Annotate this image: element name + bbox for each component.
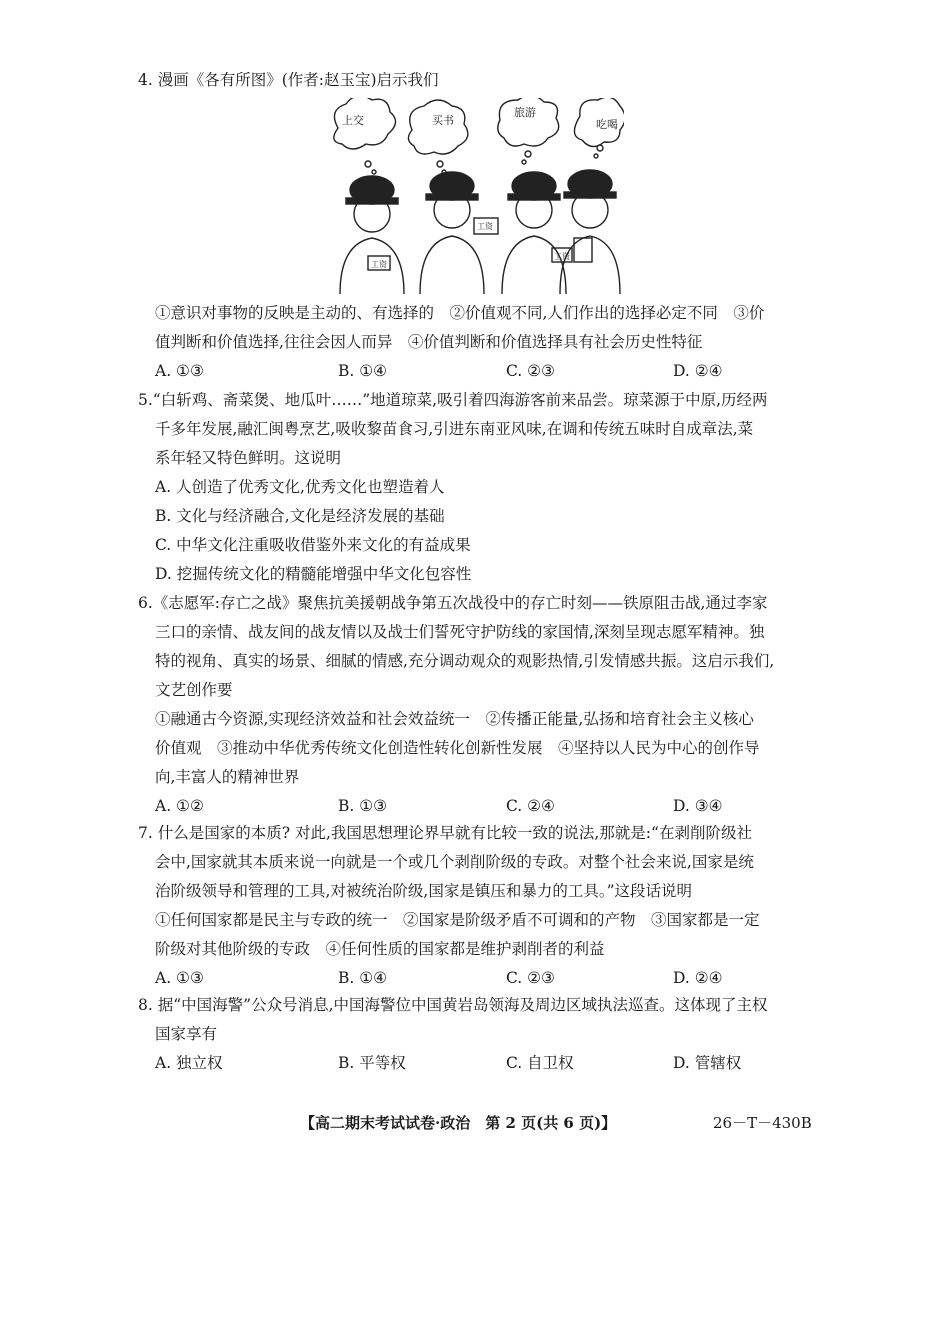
wage-label-1: 工资 (371, 260, 387, 269)
q8-line-2: 国家享有 (155, 1025, 218, 1043)
q7-option-c: C. ②③ (506, 969, 555, 987)
q6-item-line-2: 价值观 ③推动中华优秀传统文化创造性转化创新性发展 ④坚持以人民为中心的创作导 (155, 739, 760, 757)
question-7 (138, 819, 818, 993)
bubble-2 (408, 100, 467, 154)
q8-option-b: B. 平等权 (338, 1054, 406, 1072)
q8-option-d: D. 管辖权 (673, 1054, 742, 1072)
q6-line-4: 文艺创作要 (155, 681, 233, 699)
q7-options (138, 964, 818, 993)
q7-item-line-2: 阶级对其他阶级的专政 ④任何性质的国家都是维护剥削者的利益 (155, 940, 605, 958)
q6-option-b: B. ①③ (338, 797, 388, 815)
q7-item-line-1: ①任何国家都是民主与专政的统一 ②国家是阶级矛盾不可调和的产物 ③国家都是一定 (155, 911, 760, 929)
q5-line-1: 5.“白斩鸡、斋菜煲、地瓜叶……”地道琼菜,吸引着四海游客前来品尝。琼菜源于中原,历经两 (138, 391, 768, 409)
q6-option-c: C. ②④ (506, 797, 555, 815)
wage-label-3: 工资 (554, 252, 570, 261)
q7-option-a: A. ①③ (155, 969, 204, 987)
q6-line-1: 6.《志愿军:存亡之战》聚焦抗美援朝战争第五次战役中的存亡时刻——铁原阻击战,通过李家 (138, 594, 768, 612)
question-5 (138, 386, 818, 589)
q8-option-c: C. 自卫权 (506, 1054, 574, 1072)
q4-stem: 4. 漫画《各有所图》(作者:赵玉宝)启示我们 (138, 71, 439, 89)
q8-option-a: A. 独立权 (155, 1054, 223, 1072)
wage-label-2: 工资 (477, 222, 493, 231)
q4-option-a: A. ①③ (155, 362, 204, 380)
cartoon-illustration (328, 98, 624, 294)
figure-4 (560, 170, 620, 294)
q4-options (138, 357, 818, 386)
q7-line-1: 7. 什么是国家的本质? 对此,我国思想理论界早就有比较一致的说法,那就是:“在剥削阶级社 (138, 824, 752, 842)
q6-item-line-3: 向,丰富人的精神世界 (155, 768, 300, 786)
q7-line-3: 治阶级领导和管理的工具,对被统治阶级,国家是镇压和暴力的工具。”这段话说明 (155, 882, 693, 900)
bubble-label-3: 旅游 (514, 106, 536, 119)
q5-option-b: B. 文化与经济融合,文化是经济发展的基础 (155, 507, 445, 525)
q6-line-2: 三口的亲情、战友间的战友情以及战士们誓死守护防线的家国情,深刻呈现志愿军精神。独 (155, 623, 765, 641)
q6-line-3: 特的视角、真实的场景、细腻的情感,充分调动观众的观影热情,引发情感共振。这启示我们, (155, 652, 775, 670)
figure-2 (420, 172, 498, 294)
q8-options (138, 1049, 818, 1078)
q6-options (138, 792, 818, 821)
q4-option-c: C. ②③ (506, 362, 555, 380)
bubble-label-2: 买书 (432, 114, 454, 127)
question-8 (138, 991, 818, 1078)
q6-option-d: D. ③④ (673, 797, 723, 815)
q7-line-2: 会中,国家就其本质来说一向就是一个或几个剥削阶级的专政。对整个社会来说,国家是统 (155, 853, 754, 871)
q7-option-b: B. ①④ (338, 969, 388, 987)
q7-option-d: D. ②④ (673, 969, 723, 987)
q8-line-1: 8. 据“中国海警”公众号消息,中国海警位中国黄岩岛领海及周边区域执法巡查。这体现了主权 (138, 996, 768, 1014)
bubble-label-1: 上交 (342, 114, 364, 127)
q5-line-2: 千多年发展,融汇闽粤烹艺,吸收黎苗食习,引进东南亚风味,在调和传统五味时自成章法,菜 (155, 420, 754, 438)
q4-option-b: B. ①④ (338, 362, 388, 380)
footer-code: 26－T－430B (713, 1114, 812, 1132)
q6-option-a: A. ①② (155, 797, 204, 815)
q4-line-2: 值判断和价值选择,往往会因人而异 ④价值判断和价值选择具有社会历史性特征 (155, 333, 703, 351)
q6-item-line-1: ①融通古今资源,实现经济效益和社会效益统一 ②传播正能量,弘扬和培育社会主义核心 (155, 710, 754, 728)
question-4 (138, 66, 818, 95)
q5-option-d: D. 挖掘传统文化的精髓能增强中华文化包容性 (155, 565, 472, 583)
footer-title: 【高二期末考试试卷·政治 第 2 页(共 6 页)】 (300, 1114, 617, 1132)
q5-option-c: C. 中华文化注重吸收借鉴外来文化的有益成果 (155, 536, 471, 554)
question-6 (138, 589, 818, 821)
page-footer (0, 1112, 950, 1136)
bubble-label-4: 吃喝 (596, 118, 618, 131)
q4-option-d: D. ②④ (673, 362, 723, 380)
q5-option-a: A. 人创造了优秀文化,优秀文化也塑造着人 (155, 478, 445, 496)
q5-line-3: 系年轻又特色鲜明。这说明 (155, 449, 342, 467)
q4-body (138, 299, 818, 386)
q4-line-1: ①意识对事物的反映是主动的、有选择的 ②价值观不同,人们作出的选择必定不同 ③价 (155, 304, 765, 322)
figure-1 (340, 176, 404, 294)
